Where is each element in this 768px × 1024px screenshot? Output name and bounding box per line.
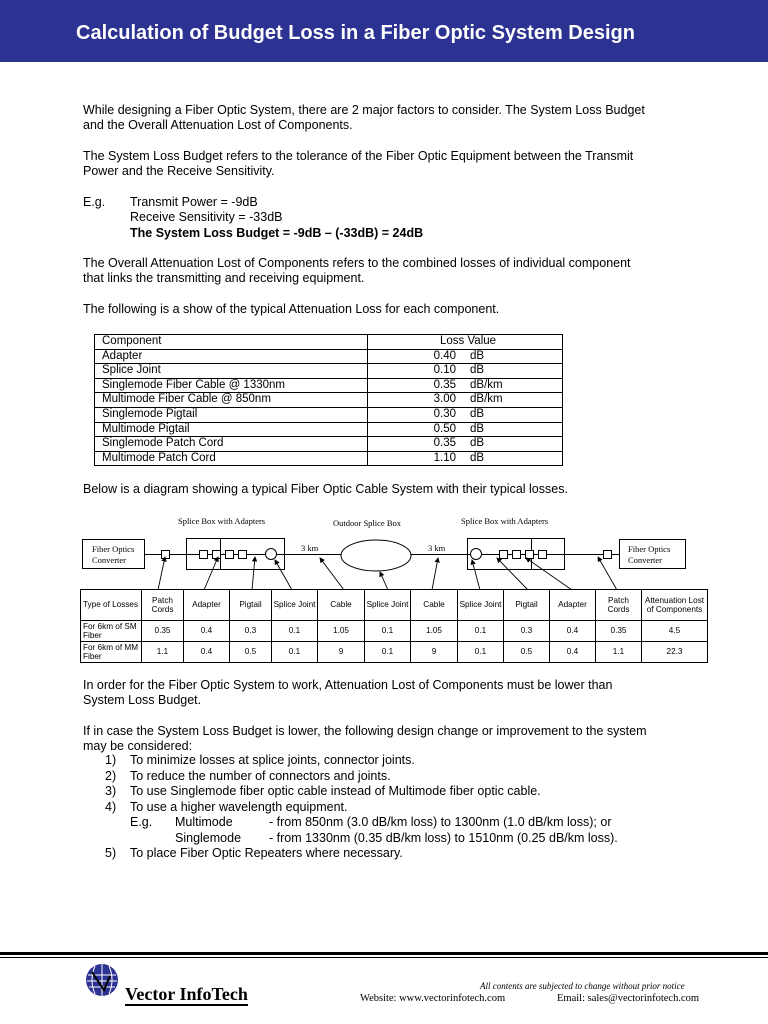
- conclusion-line-1a: In order for the Fiber Optic System to work, Attenuation Lost of Components must be lower than: [83, 678, 613, 692]
- arrow-adapter-right: [526, 558, 572, 590]
- diagram-cell: 0.4: [184, 642, 230, 663]
- arrow-cable-right: [432, 558, 438, 590]
- loss-header-component: Component: [95, 335, 368, 350]
- loss-value: 0.35: [433, 378, 456, 391]
- table-row: [95, 378, 563, 393]
- list-item: 2) To reduce the number of connectors and joints.: [105, 768, 391, 783]
- table-row: [81, 642, 708, 663]
- loss-value: 0.40: [433, 349, 456, 362]
- loss-component: Singlemode Patch Cord: [95, 437, 368, 452]
- diagram-cell: 1.05: [318, 621, 365, 642]
- table-row: [95, 451, 563, 466]
- title-banner: [0, 0, 768, 62]
- diagram-cell: 9: [411, 642, 458, 663]
- footer-notice: All contents are subjected to change without prior notice: [480, 981, 685, 991]
- company-logo-icon: [84, 962, 120, 1002]
- diagram-cell: 0.1: [458, 642, 504, 663]
- loss-value: 3.00: [433, 393, 456, 406]
- loss-value: 1.10: [433, 451, 456, 464]
- diagram-cell: 0.4: [550, 642, 596, 663]
- diagram-cell: 0.3: [230, 621, 272, 642]
- diagram-cell: 0.4: [550, 621, 596, 642]
- diagram-cell: 0.1: [272, 642, 318, 663]
- loss-unit: dB: [470, 407, 485, 420]
- diagram-cell: 9: [318, 642, 365, 663]
- converter-right: Fiber Optics Converter: [619, 539, 686, 569]
- diagram-table-header: [81, 590, 708, 621]
- arrow-patch-cord-right: [598, 557, 617, 590]
- footer-email[interactable]: Email: sales@vectorinfotech.com: [557, 993, 700, 1004]
- loss-unit: dB: [470, 349, 485, 362]
- table-row: [95, 364, 563, 379]
- diagram-loss-table: [80, 589, 708, 663]
- loss-component: Adapter: [95, 349, 368, 364]
- intro-line-4: The following is a show of the typical Attenuation Loss for each component.: [83, 302, 500, 316]
- diagram-table-header-cell: Cable: [411, 590, 458, 621]
- loss-unit: dB/km: [470, 378, 503, 391]
- intro-line-3a: The Overall Attenuation Lost of Components refers to the combined losses of individual component: [83, 256, 631, 270]
- loss-unit: dB: [470, 422, 485, 435]
- intro-line-3b: that links the transmitting and receiving equipment.: [83, 271, 365, 285]
- list-item: 5) To place Fiber Optic Repeaters where necessary.: [105, 846, 403, 860]
- diagram-cell: 0.4: [184, 621, 230, 642]
- diagram-table-header-cell: Adapter: [550, 590, 596, 621]
- arrow-adapter-left: [204, 557, 218, 590]
- diagram-cell: 0.1: [365, 642, 411, 663]
- diagram-table-header-cell: Patch Cords: [596, 590, 642, 621]
- diagram-row-label: For 6km of SM Fiber: [81, 621, 142, 642]
- splice-box-right-label: Splice Box with Adapters: [461, 516, 549, 526]
- arrow-splice-left: [275, 560, 292, 590]
- conclusion-line-2a: If in case the System Loss Budget is lower, the following design change or improvement to the system: [83, 724, 647, 738]
- conclusion-line-2b: may be considered:: [83, 739, 193, 753]
- diagram-table-header-cell: Splice Joint: [365, 590, 411, 621]
- arrow-splice-right: [472, 560, 480, 590]
- diagram-table-header-cell: Pigtail: [230, 590, 272, 621]
- loss-value: 0.35: [433, 437, 456, 450]
- loss-component: Singlemode Pigtail: [95, 407, 368, 422]
- footer-rule-thin: [0, 957, 768, 958]
- improvement-list: [83, 753, 618, 862]
- diagram-cell: 0.3: [504, 621, 550, 642]
- example-transmit: Transmit Power = -9dB: [130, 195, 258, 209]
- diagram-cell: 0.1: [458, 621, 504, 642]
- table-row: [95, 349, 563, 364]
- loss-component: Multimode Fiber Cable @ 850nm: [95, 393, 368, 408]
- diagram-table-header-cell: Type of Losses: [81, 590, 142, 621]
- arrow-patch-cord-left: [158, 557, 165, 590]
- loss-component: Multimode Pigtail: [95, 422, 368, 437]
- diagram-cell: 1.05: [411, 621, 458, 642]
- list-item: 4) To use a higher wavelength equipment.: [105, 799, 348, 814]
- intro-line-2b: Power and the Receive Sensitivity.: [83, 164, 275, 178]
- span-right-label: 3 km: [428, 543, 446, 553]
- company-name: Vector InfoTech: [125, 984, 248, 1004]
- example-row: E.g. Multimode - from 850nm (3.0 dB/km loss) to 1300nm (1.0 dB/km loss); or: [130, 815, 612, 829]
- diagram-cell: 0.35: [142, 621, 184, 642]
- arrow-pigtail-right: [497, 558, 528, 590]
- diagram-cell: 1.1: [142, 642, 184, 663]
- diagram-cell: 0.5: [230, 642, 272, 663]
- example-label: E.g.: [83, 195, 106, 209]
- loss-component: Multimode Patch Cord: [95, 451, 368, 466]
- intro-line-1b: and the Overall Attenuation Lost of Components.: [83, 118, 353, 132]
- table-row: [95, 407, 563, 422]
- diagram-table-header-cell: Splice Joint: [458, 590, 504, 621]
- splice-box-left-label: Splice Box with Adapters: [178, 516, 266, 526]
- loss-unit: dB: [470, 451, 485, 464]
- loss-component: Splice Joint: [95, 364, 368, 379]
- diagram-cell: 1.1: [596, 642, 642, 663]
- example-budget: The System Loss Budget = -9dB – (-33dB) = 24dB: [130, 226, 424, 240]
- table-row: [95, 437, 563, 452]
- diagram-cell: 0.1: [365, 621, 411, 642]
- loss-unit: dB: [470, 437, 485, 450]
- loss-value: 0.30: [433, 407, 456, 420]
- list-item: 3) To use Singlemode fiber optic cable instead of Multimode fiber optic cable.: [105, 784, 541, 798]
- diagram-cell: 0.1: [272, 621, 318, 642]
- converter-left: Fiber Optics Converter: [82, 539, 145, 569]
- diagram-table-header-cell: Cable: [318, 590, 365, 621]
- footer-rule: [0, 952, 768, 955]
- diagram-table-header-cell: Patch Cords: [142, 590, 184, 621]
- footer-website[interactable]: Website: www.vectorinfotech.com: [360, 993, 506, 1004]
- loss-value: 0.50: [433, 422, 456, 435]
- loss-header-value: Loss Value: [440, 335, 497, 347]
- table-row: [81, 621, 708, 642]
- diagram-cell: 0.5: [504, 642, 550, 663]
- diagram-cell: 0.35: [596, 621, 642, 642]
- loss-unit: dB: [470, 364, 485, 377]
- example-receive: Receive Sensitivity = -33dB: [130, 210, 283, 224]
- page-title: Calculation of Budget Loss in a Fiber Optic System Design: [76, 22, 635, 44]
- diagram-table-header-cell: Attenuation Lost of Components: [642, 590, 708, 621]
- diagram-intro: Below is a diagram showing a typical Fiber Optic Cable System with their typical losses.: [83, 482, 568, 496]
- arrow-outdoor-splice: [380, 572, 388, 590]
- loss-table-header: [95, 335, 563, 350]
- diagram-table-header-cell: Pigtail: [504, 590, 550, 621]
- loss-unit: dB/km: [470, 393, 503, 406]
- intro-line-1a: While designing a Fiber Optic System, there are 2 major factors to consider. The System Loss Budget: [83, 103, 645, 117]
- diagram-table-header-cell: Splice Joint: [272, 590, 318, 621]
- table-row: [95, 422, 563, 437]
- arrow-pigtail-left: [252, 557, 255, 590]
- diagram-table-header-cell: Adapter: [184, 590, 230, 621]
- loss-value: 0.10: [433, 364, 456, 377]
- loss-component: Singlemode Fiber Cable @ 1330nm: [95, 378, 368, 393]
- diagram-row-label: For 6km of MM Fiber: [81, 642, 142, 663]
- conclusion-line-1b: System Loss Budget.: [83, 693, 202, 707]
- list-item: 1) To minimize losses at splice joints, connector joints.: [105, 753, 415, 767]
- diagram-cell: 22.3: [642, 642, 708, 663]
- span-left-label: 3 km: [301, 543, 319, 553]
- arrow-cable-left: [320, 558, 344, 590]
- outdoor-splice-box-label: Outdoor Splice Box: [333, 518, 401, 528]
- table-row: [95, 393, 563, 408]
- example-row: Singlemode - from 1330nm (0.35 dB/km loss) to 1510nm (0.25 dB/km loss).: [175, 830, 618, 845]
- diagram-cell: 4.5: [642, 621, 708, 642]
- loss-table: [94, 334, 563, 466]
- intro-line-2a: The System Loss Budget refers to the tolerance of the Fiber Optic Equipment between the Transmit: [83, 149, 634, 163]
